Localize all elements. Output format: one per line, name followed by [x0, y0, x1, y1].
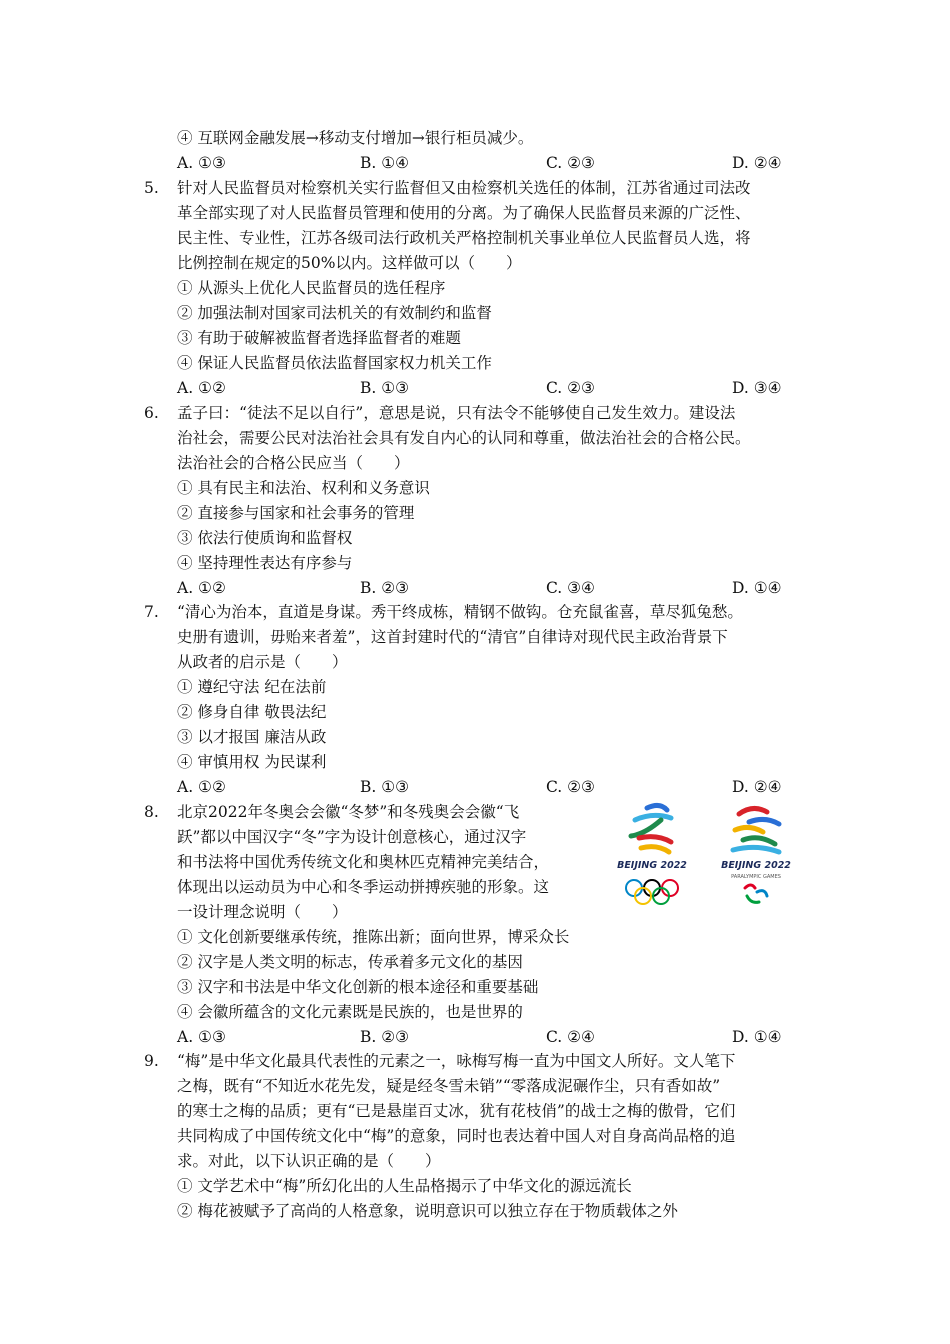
dong-character-icon [605, 800, 699, 860]
fei-yue-character-icon [709, 800, 803, 860]
answer-options [177, 777, 802, 799]
logo-subtitle: PARALYMPIC GAMES [731, 874, 781, 880]
statement-item: ④ 会徽所蕴含的文化元素既是民族的，也是世界的 [177, 1003, 523, 1021]
answer-options [177, 1027, 802, 1049]
logo-wordmark: BEIJING 2022 [617, 860, 687, 871]
statement-item: ② 修身自律 敬畏法纪 [177, 703, 327, 721]
statement-item: ④ 审慎用权 为民谋利 [177, 753, 327, 771]
winter-olympics-emblem [605, 800, 699, 910]
question-number: 9. [144, 1052, 159, 1070]
statement-item: ② 直接参与国家和社会事务的管理 [177, 504, 415, 522]
answer-options [177, 153, 802, 175]
paralympic-agitos-icon [741, 882, 771, 906]
question-stem-line: 比例控制在规定的50%以内。这样做可以（ ） [177, 254, 522, 272]
statement-item: ② 梅花被赋予了高尚的人格意象，说明意识可以独立存在于物质载体之外 [177, 1202, 678, 1220]
question-stem-line: 共同构成了中国传统文化中“梅”的意象，同时也表达着中国人对自身高尚品格的追 [177, 1127, 736, 1145]
question-stem-line: 史册有遗训，毋贻来者羞”，这首封建时代的“清官”自律诗对现代民主政治背景下 [177, 628, 728, 646]
option-a[interactable]: A. ①③ [177, 154, 226, 172]
question-stem-line: 民主性、专业性，江苏各级司法行政机关严格控制机关事业单位人民监督员人选，将 [177, 229, 751, 247]
question-stem-line: 治社会，需要公民对法治社会具有发自内心的认同和尊重，做法治社会的合格公民。 [177, 429, 751, 447]
question-stem-line: 跃”都以中国汉字“冬”字为设计创意核心，通过汉字 [177, 828, 527, 846]
answer-options [177, 578, 802, 600]
statement-item: ③ 依法行使质询和监督权 [177, 529, 353, 547]
statement-item: ① 文学艺术中“梅”所幻化出的人生品格揭示了中华文化的源远流长 [177, 1177, 632, 1195]
option-a[interactable]: A. ①② [177, 579, 226, 597]
option-d[interactable]: D. ③④ [732, 379, 782, 397]
statement-item: ① 文化创新要继承传统，推陈出新；面向世界，博采众长 [177, 928, 570, 946]
option-d[interactable]: D. ①④ [732, 579, 782, 597]
question-stem-line: 体现出以运动员为中心和冬季运动拼搏疾驰的形象。这 [177, 878, 550, 896]
option-a[interactable]: A. ①② [177, 379, 226, 397]
question-stem-line: “梅”是中华文化最具代表性的元素之一，咏梅写梅一直为中国文人所好。文人笔下 [177, 1052, 736, 1070]
item-4: ④ 互联网金融发展→移动支付增加→银行柜员减少。 [177, 129, 534, 147]
statement-item: ② 汉字是人类文明的标志，传承着多元文化的基因 [177, 953, 523, 971]
question-stem-line: 的寒士之梅的品质；更有“已是悬崖百丈冰，犹有花枝俏”的战士之梅的傲骨，它们 [177, 1102, 736, 1120]
question-stem-line: 北京2022年冬奥会会徽“冬梦”和冬残奥会会徽“飞 [177, 803, 520, 821]
statement-item: ③ 以才报国 廉洁从政 [177, 728, 327, 746]
option-b[interactable]: B. ①④ [360, 154, 410, 172]
question-stem-line: 从政者的启示是（ ） [177, 653, 348, 671]
option-d[interactable]: D. ②④ [732, 154, 782, 172]
question-stem-line: 革全部实现了对人民监督员管理和使用的分离。为了确保人民监督员来源的广泛性、 [177, 204, 751, 222]
option-a[interactable]: A. ①② [177, 778, 226, 796]
logo-wordmark: BEIJING 2022 [721, 860, 791, 871]
question-number: 8. [144, 803, 159, 821]
option-c[interactable]: C. ②③ [546, 778, 595, 796]
question-stem-line: 求。对此，以下认识正确的是（ ） [177, 1152, 441, 1170]
question-stem-line: 法治社会的合格公民应当（ ） [177, 454, 410, 472]
option-b[interactable]: B. ②③ [360, 579, 410, 597]
statement-item: ① 具有民主和法治、权利和义务意识 [177, 479, 430, 497]
option-b[interactable]: B. ②③ [360, 1028, 410, 1046]
question-number: 6. [144, 404, 159, 422]
question-stem-line: 针对人民监督员对检察机关实行监督但又由检察机关选任的体制，江苏省通过司法改 [177, 179, 751, 197]
olympic-emblems-image [605, 800, 803, 910]
statement-item: ④ 坚持理性表达有序参与 [177, 554, 353, 572]
question-stem-line: 孟子曰：“徒法不足以自行”，意思是说，只有法令不能够使自己发生效力。建设法 [177, 404, 736, 422]
question-stem-line: 一设计理念说明（ ） [177, 903, 348, 921]
option-a[interactable]: A. ①③ [177, 1028, 226, 1046]
olympic-rings-icon [622, 878, 682, 906]
question-number: 7. [144, 603, 159, 621]
winter-paralympics-emblem [709, 800, 803, 910]
question-stem-line: “清心为治本，直道是身谋。秀干终成栋，精钢不做钩。仓充鼠雀喜，草尽狐兔愁。 [177, 603, 743, 621]
answer-options [177, 378, 802, 400]
statement-item: ③ 汉字和书法是中华文化创新的根本途径和重要基础 [177, 978, 539, 996]
statement-item: ③ 有助于破解被监督者选择监督者的难题 [177, 329, 461, 347]
option-c[interactable]: C. ②④ [546, 1028, 595, 1046]
question-stem-line: 和书法将中国优秀传统文化和奥林匹克精神完美结合， [177, 853, 550, 871]
option-d[interactable]: D. ①④ [732, 1028, 782, 1046]
option-c[interactable]: C. ②③ [546, 154, 595, 172]
option-c[interactable]: C. ③④ [546, 579, 595, 597]
option-d[interactable]: D. ②④ [732, 778, 782, 796]
option-b[interactable]: B. ①③ [360, 778, 410, 796]
statement-item: ① 遵纪守法 纪在法前 [177, 678, 327, 696]
statement-item: ④ 保证人民监督员依法监督国家权力机关工作 [177, 354, 492, 372]
question-stem-line: 之梅，既有“不知近水花先发，疑是经冬雪未销”“零落成泥碾作尘，只有香如故” [177, 1077, 721, 1095]
question-number: 5. [144, 179, 159, 197]
statement-item: ② 加强法制对国家司法机关的有效制约和监督 [177, 304, 492, 322]
option-c[interactable]: C. ②③ [546, 379, 595, 397]
statement-item: ① 从源头上优化人民监督员的选任程序 [177, 279, 446, 297]
option-b[interactable]: B. ①③ [360, 379, 410, 397]
